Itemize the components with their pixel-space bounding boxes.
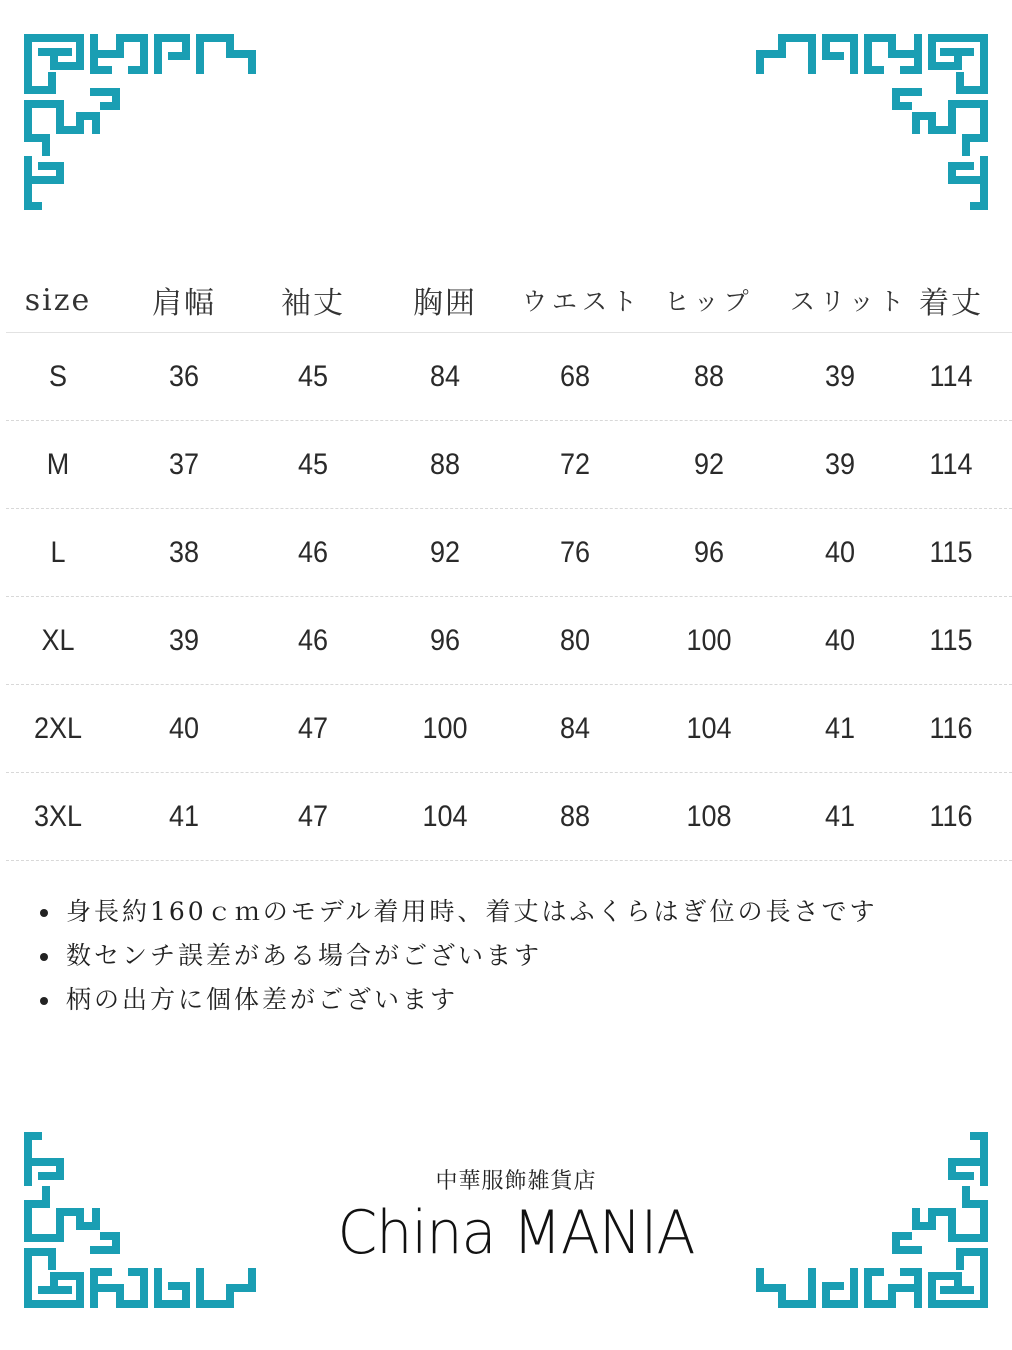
header-slit: スリット bbox=[790, 287, 910, 316]
table-cell: 39 bbox=[824, 447, 856, 481]
table-row bbox=[6, 421, 1012, 509]
table-cell: 47 bbox=[297, 711, 329, 745]
table-cell: 47 bbox=[297, 799, 329, 833]
table-cell: 100 bbox=[686, 623, 732, 657]
size-table bbox=[6, 268, 1012, 861]
table-cell: 84 bbox=[559, 711, 591, 745]
table-cell: 41 bbox=[824, 711, 856, 745]
header-length: 着丈 bbox=[919, 286, 983, 321]
list-item: 数センチ誤差がある場合がございます bbox=[40, 934, 877, 978]
table-cell: 115 bbox=[929, 535, 973, 569]
table-cell: 96 bbox=[429, 623, 461, 657]
table-cell: 46 bbox=[297, 535, 329, 569]
table-cell: 37 bbox=[168, 447, 200, 481]
table-cell: 108 bbox=[686, 799, 732, 833]
table-cell: 40 bbox=[824, 535, 856, 569]
table-row bbox=[6, 685, 1012, 773]
table-cell: 80 bbox=[559, 623, 591, 657]
table-cell: 114 bbox=[929, 447, 973, 481]
table-cell: 84 bbox=[429, 359, 461, 393]
table-cell: L bbox=[50, 535, 66, 569]
ornament-top-left-icon bbox=[20, 30, 260, 210]
table-cell: 104 bbox=[686, 711, 732, 745]
table-header-row bbox=[6, 268, 1012, 333]
table-cell: 40 bbox=[824, 623, 856, 657]
table-cell: 116 bbox=[929, 799, 973, 833]
table-cell: 96 bbox=[693, 535, 725, 569]
table-cell: M bbox=[46, 447, 70, 481]
table-cell: 76 bbox=[559, 535, 591, 569]
header-hip: ヒップ bbox=[664, 287, 754, 316]
table-row bbox=[6, 333, 1012, 421]
shop-subtitle: 中華服飾雑貨店 bbox=[435, 1169, 597, 1194]
table-cell: 2XL bbox=[33, 711, 83, 745]
table-cell: XL bbox=[41, 623, 75, 657]
table-cell: 88 bbox=[429, 447, 461, 481]
table-cell: 116 bbox=[929, 711, 973, 745]
table-cell: 68 bbox=[559, 359, 591, 393]
ornament-top-right-icon bbox=[752, 30, 992, 210]
table-cell: 39 bbox=[824, 359, 856, 393]
list-item: 柄の出方に個体差がございます bbox=[40, 978, 877, 1022]
ornament-bottom-left-icon bbox=[20, 1132, 260, 1312]
table-cell: 45 bbox=[297, 359, 329, 393]
table-cell: 114 bbox=[929, 359, 973, 393]
table-row bbox=[6, 509, 1012, 597]
header-size: size bbox=[24, 282, 92, 318]
header-shoulder: 肩幅 bbox=[152, 286, 216, 321]
table-cell: 92 bbox=[693, 447, 725, 481]
table-cell: 3XL bbox=[33, 799, 83, 833]
table-cell: 38 bbox=[168, 535, 200, 569]
header-chest: 胸囲 bbox=[413, 286, 477, 321]
table-cell: 92 bbox=[429, 535, 461, 569]
table-cell: 40 bbox=[168, 711, 200, 745]
table-cell: 45 bbox=[297, 447, 329, 481]
table-cell: 41 bbox=[168, 799, 200, 833]
ornament-bottom-right-icon bbox=[752, 1132, 992, 1312]
table-cell: 88 bbox=[693, 359, 725, 393]
header-waist: ウエスト bbox=[522, 287, 643, 316]
table-cell: 72 bbox=[559, 447, 591, 481]
table-cell: 104 bbox=[422, 799, 468, 833]
list-item: 身長約160ｃｍのモデル着用時、着丈はふくらはぎ位の長さです bbox=[40, 890, 877, 934]
table-cell: 115 bbox=[929, 623, 973, 657]
table-row bbox=[6, 597, 1012, 685]
table-row bbox=[6, 773, 1012, 861]
table-cell: 46 bbox=[297, 623, 329, 657]
table-cell: S bbox=[48, 359, 67, 393]
header-sleeve: 袖丈 bbox=[281, 286, 345, 321]
table-cell: 41 bbox=[824, 799, 856, 833]
table-cell: 39 bbox=[168, 623, 200, 657]
table-cell: 88 bbox=[559, 799, 591, 833]
table-cell: 36 bbox=[168, 359, 200, 393]
shop-logo-text: China MANIA bbox=[337, 1198, 695, 1268]
notes-list bbox=[40, 890, 877, 1022]
table-cell: 100 bbox=[422, 711, 468, 745]
